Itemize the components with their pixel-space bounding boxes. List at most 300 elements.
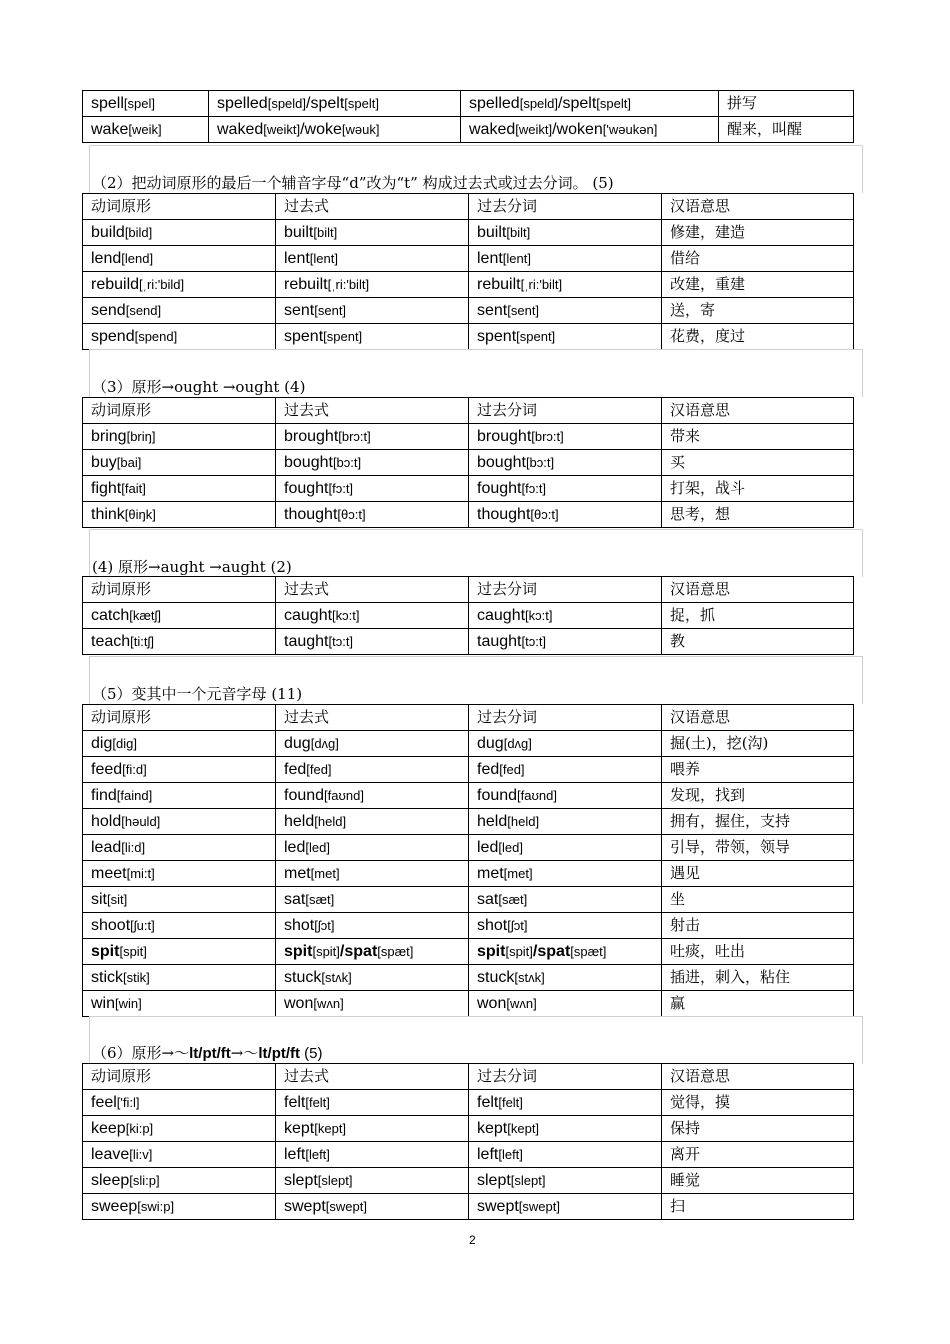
- table-row: [83, 324, 854, 350]
- verb-word: rebuilt: [284, 276, 328, 293]
- phonetic: [weik]: [128, 122, 162, 137]
- table-row: [83, 298, 854, 324]
- table-row: [83, 1116, 854, 1142]
- table-cell: [83, 91, 209, 117]
- table-cell: [662, 809, 854, 835]
- phonetic: [kept]: [314, 1121, 347, 1136]
- table-cell: [83, 324, 276, 350]
- verb-word: lent: [284, 250, 310, 267]
- phonetic: [felt]: [305, 1095, 330, 1110]
- table-cell: [276, 783, 469, 809]
- table-cell: [83, 913, 276, 939]
- meaning-text: 发现，找到: [670, 786, 746, 804]
- table-row: [83, 913, 854, 939]
- phonetic: [weikt]: [263, 122, 301, 137]
- table-row: [83, 91, 854, 117]
- table-cell: [469, 965, 662, 991]
- table-row: [83, 502, 854, 528]
- table-row: [83, 246, 854, 272]
- table-cell: [83, 1168, 276, 1194]
- section-5-table: [82, 704, 854, 1017]
- phonetic: [θiŋk]: [124, 507, 156, 522]
- table-cell: [662, 424, 854, 450]
- verb-word: left: [477, 1146, 499, 1163]
- section-6-heading: [92, 1042, 323, 1063]
- phonetic-alt: [wəuk]: [341, 122, 380, 137]
- verb-word-alt: /spelt: [558, 95, 597, 112]
- phonetic: [sit]: [107, 892, 128, 907]
- phonetic: [lent]: [309, 251, 338, 266]
- verb-word: wake: [91, 121, 129, 138]
- table-cell: [662, 965, 854, 991]
- table-cell: [469, 1168, 662, 1194]
- table-row: [83, 757, 854, 783]
- table-cell: [83, 783, 276, 809]
- meaning-text: 思考，想: [670, 505, 731, 523]
- verb-word: sat: [284, 891, 306, 908]
- verb-word: spit: [284, 943, 313, 960]
- table-cell: [276, 1168, 469, 1194]
- verb-word: kept: [477, 1120, 508, 1137]
- verb-word: built: [477, 224, 507, 241]
- table-header-row: [83, 194, 854, 220]
- verb-word: sit: [91, 891, 107, 908]
- table-cell: [83, 731, 276, 757]
- table-cell: [662, 1090, 854, 1116]
- table-cell: [83, 861, 276, 887]
- meaning-text: 买: [670, 453, 686, 471]
- verb-word: sweep: [91, 1198, 138, 1215]
- table-row: [83, 965, 854, 991]
- column-header: 过去分词: [469, 398, 662, 424]
- verb-word: sleep: [91, 1172, 130, 1189]
- table-cell: [83, 220, 276, 246]
- column-header: 过去式: [276, 1064, 469, 1090]
- verb-word: bring: [91, 428, 127, 445]
- column-header: 汉语意思: [662, 194, 854, 220]
- verb-word-alt: /spat: [339, 943, 378, 960]
- table-cell: [83, 117, 209, 143]
- phonetic: [sæt]: [305, 892, 335, 907]
- table-cell: [469, 1194, 662, 1220]
- phonetic: [stʌk]: [514, 970, 545, 985]
- meaning-text: 吐痰，吐出: [670, 942, 746, 960]
- verb-word: kept: [284, 1120, 315, 1137]
- table-cell: [83, 939, 276, 965]
- phonetic: [speld]: [267, 96, 307, 111]
- meaning-text: 花费，度过: [670, 327, 746, 345]
- phonetic: [ki:p]: [125, 1121, 154, 1136]
- verb-word: spit: [477, 943, 506, 960]
- verb-word: met: [284, 865, 311, 882]
- table-cell: [469, 887, 662, 913]
- table-cell: [469, 731, 662, 757]
- verb-word: built: [284, 224, 314, 241]
- table-cell: [469, 272, 662, 298]
- phonetic: [fait]: [121, 481, 146, 496]
- verb-word: find: [91, 787, 117, 804]
- table-cell: [469, 861, 662, 887]
- table-cell: [469, 913, 662, 939]
- phonetic: [ʃɔt]: [507, 918, 528, 933]
- verb-word: fed: [477, 761, 500, 778]
- table-cell: [276, 476, 469, 502]
- table-cell: [662, 1168, 854, 1194]
- table-cell: [83, 965, 276, 991]
- table-row: [83, 1090, 854, 1116]
- verb-word: thought: [477, 506, 531, 523]
- table-cell: [276, 1090, 469, 1116]
- verb-word: found: [284, 787, 325, 804]
- column-header: 动词原形: [83, 1064, 276, 1090]
- phonetic: [met]: [310, 866, 340, 881]
- phonetic: [sli:p]: [129, 1173, 160, 1188]
- table-cell: [662, 1142, 854, 1168]
- table-cell: [469, 1116, 662, 1142]
- table-row: [83, 835, 854, 861]
- phonetic: [weikt]: [515, 122, 553, 137]
- table-row: [83, 783, 854, 809]
- table-cell: [662, 246, 854, 272]
- section-2-heading: （2）把动词原形的最后一个辅音字母“d”改为“t” 构成过去式或过去分词。 (5): [92, 174, 614, 192]
- verb-word-alt: /spelt: [306, 95, 345, 112]
- table-cell: [662, 220, 854, 246]
- phonetic: [ti:tʃ]: [130, 634, 154, 649]
- table-row: [83, 1142, 854, 1168]
- column-header: 汉语意思: [662, 398, 854, 424]
- verb-word: led: [477, 839, 499, 856]
- table-row: [83, 220, 854, 246]
- table-cell: [83, 835, 276, 861]
- meaning-text: 修建，建造: [670, 223, 746, 241]
- table-cell: [276, 220, 469, 246]
- phonetic: [tɔ:t]: [521, 634, 547, 649]
- phonetic: [spit]: [312, 944, 340, 959]
- verb-word: waked: [217, 121, 264, 138]
- table-cell: [276, 887, 469, 913]
- verb-word: fed: [284, 761, 307, 778]
- table-cell: [662, 450, 854, 476]
- meaning-text: 睡觉: [670, 1171, 701, 1189]
- verb-word-alt: /woke: [300, 121, 342, 138]
- verb-word: spend: [91, 328, 135, 345]
- verb-word: caught: [284, 607, 333, 624]
- table-cell: [276, 731, 469, 757]
- verb-word: spelled: [217, 95, 268, 112]
- phonetic: [lent]: [502, 251, 531, 266]
- verb-word: waked: [469, 121, 516, 138]
- table-cell: [276, 1142, 469, 1168]
- table-cell: [662, 731, 854, 757]
- table-cell: [276, 246, 469, 272]
- table-cell: [662, 757, 854, 783]
- meaning-text: 遇见: [670, 864, 701, 882]
- phonetic: [dʌɡ]: [310, 736, 339, 751]
- table-cell: [461, 117, 719, 143]
- table-cell: [83, 502, 276, 528]
- table-cell: [83, 757, 276, 783]
- verb-word: led: [284, 839, 306, 856]
- verb-word: keep: [91, 1120, 126, 1137]
- table-cell: [662, 476, 854, 502]
- verb-word: catch: [91, 607, 130, 624]
- table-cell: [469, 476, 662, 502]
- table-cell: [662, 603, 854, 629]
- verb-word: held: [477, 813, 508, 830]
- phonetic: [kept]: [507, 1121, 540, 1136]
- column-header: 动词原形: [83, 194, 276, 220]
- table-cell: [662, 1194, 854, 1220]
- table-cell: [469, 603, 662, 629]
- table-cell: [662, 939, 854, 965]
- phonetic: [left]: [498, 1147, 523, 1162]
- verb-word: send: [91, 302, 126, 319]
- table-cell: [83, 629, 276, 655]
- verb-word: taught: [284, 633, 329, 650]
- phonetic: [kɔ:t]: [332, 608, 360, 623]
- table-cell: [276, 965, 469, 991]
- phonetic: [sent]: [507, 303, 540, 318]
- table-cell: [276, 1194, 469, 1220]
- verb-word-alt: /woken: [552, 121, 603, 138]
- phonetic: [bilt]: [313, 225, 338, 240]
- verb-word: rebuilt: [477, 276, 521, 293]
- table-cell: [662, 502, 854, 528]
- section-6-heading-part-5: (5): [300, 1045, 323, 1062]
- phonetic: [faʊnd]: [517, 788, 557, 803]
- phonetic-alt: [spelt]: [344, 96, 379, 111]
- phonetic: [send]: [125, 303, 162, 318]
- table-cell: [276, 809, 469, 835]
- phonetic: [slept]: [317, 1173, 353, 1188]
- table-cell: [662, 913, 854, 939]
- phonetic: [led]: [305, 840, 330, 855]
- column-header: 动词原形: [83, 398, 276, 424]
- verb-word: slept: [477, 1172, 511, 1189]
- phonetic: [bilt]: [506, 225, 531, 240]
- table-cell: [276, 913, 469, 939]
- phonetic: [swi:p]: [137, 1199, 175, 1214]
- page-number: 2: [469, 1233, 476, 1247]
- verb-word: brought: [477, 428, 532, 445]
- table-cell: [83, 272, 276, 298]
- phonetic: [diɡ]: [112, 736, 137, 751]
- verb-word: spelled: [469, 95, 520, 112]
- table-header-row: [83, 705, 854, 731]
- section-3-table: [82, 397, 854, 528]
- section-5-heading: （5）变其中一个元音字母 (11): [92, 685, 303, 703]
- phonetic: [held]: [507, 814, 540, 829]
- phonetic: [spent]: [516, 329, 556, 344]
- verb-word: shot: [284, 917, 315, 934]
- table-cell: [83, 298, 276, 324]
- table-row: [83, 861, 854, 887]
- section-6-heading-part-4: lt/pt/ft: [258, 1045, 301, 1062]
- table-cell: [662, 1116, 854, 1142]
- table-cell: [83, 1142, 276, 1168]
- column-header: 汉语意思: [662, 1064, 854, 1090]
- table-cell: [469, 939, 662, 965]
- phonetic: [brɔ:t]: [531, 429, 564, 444]
- verb-word: taught: [477, 633, 522, 650]
- table-cell: [83, 450, 276, 476]
- table-row: [83, 887, 854, 913]
- phonetic: [spit]: [505, 944, 533, 959]
- verb-word: brought: [284, 428, 339, 445]
- phonetic: [held]: [314, 814, 347, 829]
- table-row: [83, 117, 854, 143]
- phonetic: [bɔ:t]: [525, 455, 555, 470]
- meaning-text: 掘(土)，挖(沟): [670, 734, 769, 752]
- phonetic: [ˌri:'bilt]: [520, 277, 563, 292]
- table-cell: [662, 324, 854, 350]
- table-cell: [469, 757, 662, 783]
- table-cell: [662, 991, 854, 1017]
- table-row: [83, 424, 854, 450]
- table-cell: [662, 272, 854, 298]
- section-4-table: [82, 576, 854, 655]
- table-cell: [662, 835, 854, 861]
- phonetic: [fed]: [306, 762, 332, 777]
- table-cell: [469, 991, 662, 1017]
- table-cell: [662, 861, 854, 887]
- verb-word: spent: [284, 328, 324, 345]
- table-cell: [469, 809, 662, 835]
- verb-word: fought: [477, 480, 522, 497]
- verb-word: felt: [477, 1094, 499, 1111]
- table-cell: [276, 835, 469, 861]
- meaning-text: 改建，重建: [670, 275, 746, 293]
- table-cell: [469, 450, 662, 476]
- column-header: 动词原形: [83, 577, 276, 603]
- table-row: [83, 991, 854, 1017]
- table-row: [83, 1194, 854, 1220]
- verb-word: think: [91, 506, 125, 523]
- phonetic: [ʃɔt]: [314, 918, 335, 933]
- phonetic: [left]: [305, 1147, 330, 1162]
- table-cell: [276, 629, 469, 655]
- meaning-text: 拥有，握住，支持: [670, 812, 791, 830]
- phonetic: [bild]: [124, 225, 153, 240]
- table-row: [83, 450, 854, 476]
- column-header: 汉语意思: [662, 705, 854, 731]
- phonetic: [faʊnd]: [324, 788, 364, 803]
- table-cell: [276, 861, 469, 887]
- phonetic: [swept]: [518, 1199, 560, 1214]
- verb-word: lent: [477, 250, 503, 267]
- verb-word: feel: [91, 1094, 117, 1111]
- verb-word: found: [477, 787, 518, 804]
- meaning-text: 送，寄: [670, 301, 716, 319]
- top-verb-table: [82, 90, 854, 143]
- column-header: 过去分词: [469, 705, 662, 731]
- verb-word: shoot: [91, 917, 131, 934]
- phonetic: [led]: [498, 840, 523, 855]
- table-cell: [662, 629, 854, 655]
- phonetic: [felt]: [498, 1095, 523, 1110]
- table-cell: [276, 298, 469, 324]
- phonetic: [li:d]: [121, 840, 146, 855]
- table-header-row: [83, 577, 854, 603]
- verb-word: rebuild: [91, 276, 140, 293]
- column-header: 过去式: [276, 398, 469, 424]
- section-6-heading-part-3: →～: [230, 1044, 259, 1062]
- table-cell: [83, 246, 276, 272]
- verb-word: buy: [91, 454, 117, 471]
- phonetic: [lend]: [121, 251, 154, 266]
- table-cell: [83, 991, 276, 1017]
- phonetic: [swept]: [325, 1199, 367, 1214]
- verb-word: stuck: [477, 969, 515, 986]
- table-cell: [276, 1116, 469, 1142]
- phonetic-alt: [spæt]: [570, 944, 607, 959]
- meaning-text: 坐: [670, 890, 686, 908]
- meaning-text: 拼写: [727, 94, 758, 112]
- table-row: [83, 731, 854, 757]
- column-header: 动词原形: [83, 705, 276, 731]
- table-cell: [209, 117, 461, 143]
- phonetic: [win]: [115, 996, 142, 1011]
- phonetic: [spend]: [134, 329, 178, 344]
- phonetic: ['fi:l]: [116, 1095, 140, 1110]
- phonetic: [wʌn]: [506, 996, 537, 1011]
- phonetic: [fed]: [499, 762, 525, 777]
- phonetic: [fɔ:t]: [521, 481, 547, 496]
- verb-word: held: [284, 813, 315, 830]
- verb-word: thought: [284, 506, 338, 523]
- section-6-heading-part-1: （6）原形→～: [92, 1044, 190, 1062]
- phonetic: [sæt]: [498, 892, 528, 907]
- meaning-text: 带来: [670, 427, 701, 445]
- meaning-text: 赢: [670, 994, 686, 1012]
- verb-word: dug: [477, 735, 504, 752]
- verb-word: spell: [91, 95, 124, 112]
- table-cell: [276, 939, 469, 965]
- meaning-text: 教: [670, 632, 686, 650]
- section-4-heading: (4) 原形→aught →aught (2): [92, 558, 292, 576]
- table-cell: [209, 91, 461, 117]
- verb-word: shot: [477, 917, 508, 934]
- verb-word: bought: [477, 454, 526, 471]
- table-cell: [469, 502, 662, 528]
- verb-word: sent: [477, 302, 508, 319]
- table-cell: [276, 603, 469, 629]
- table-cell: [469, 424, 662, 450]
- phonetic-alt: [spæt]: [377, 944, 414, 959]
- table-cell: [469, 1142, 662, 1168]
- meaning-text: 醒来，叫醒: [727, 120, 803, 138]
- table-row: [83, 939, 854, 965]
- table-cell: [83, 476, 276, 502]
- verb-word: sent: [284, 302, 315, 319]
- table-cell: [83, 887, 276, 913]
- verb-word: won: [477, 995, 507, 1012]
- table-cell: [469, 1090, 662, 1116]
- phonetic: [met]: [503, 866, 533, 881]
- table-row: [83, 603, 854, 629]
- meaning-text: 引导，带领，领导: [670, 838, 791, 856]
- phonetic: [ʃu:t]: [130, 918, 155, 933]
- verb-word: swept: [477, 1198, 519, 1215]
- phonetic: [stʌk]: [321, 970, 352, 985]
- table-cell: [276, 450, 469, 476]
- verb-word: caught: [477, 607, 526, 624]
- phonetic: [fɔ:t]: [328, 481, 354, 496]
- verb-word: feed: [91, 761, 123, 778]
- table-row: [83, 272, 854, 298]
- table-cell: [83, 1090, 276, 1116]
- table-cell: [276, 991, 469, 1017]
